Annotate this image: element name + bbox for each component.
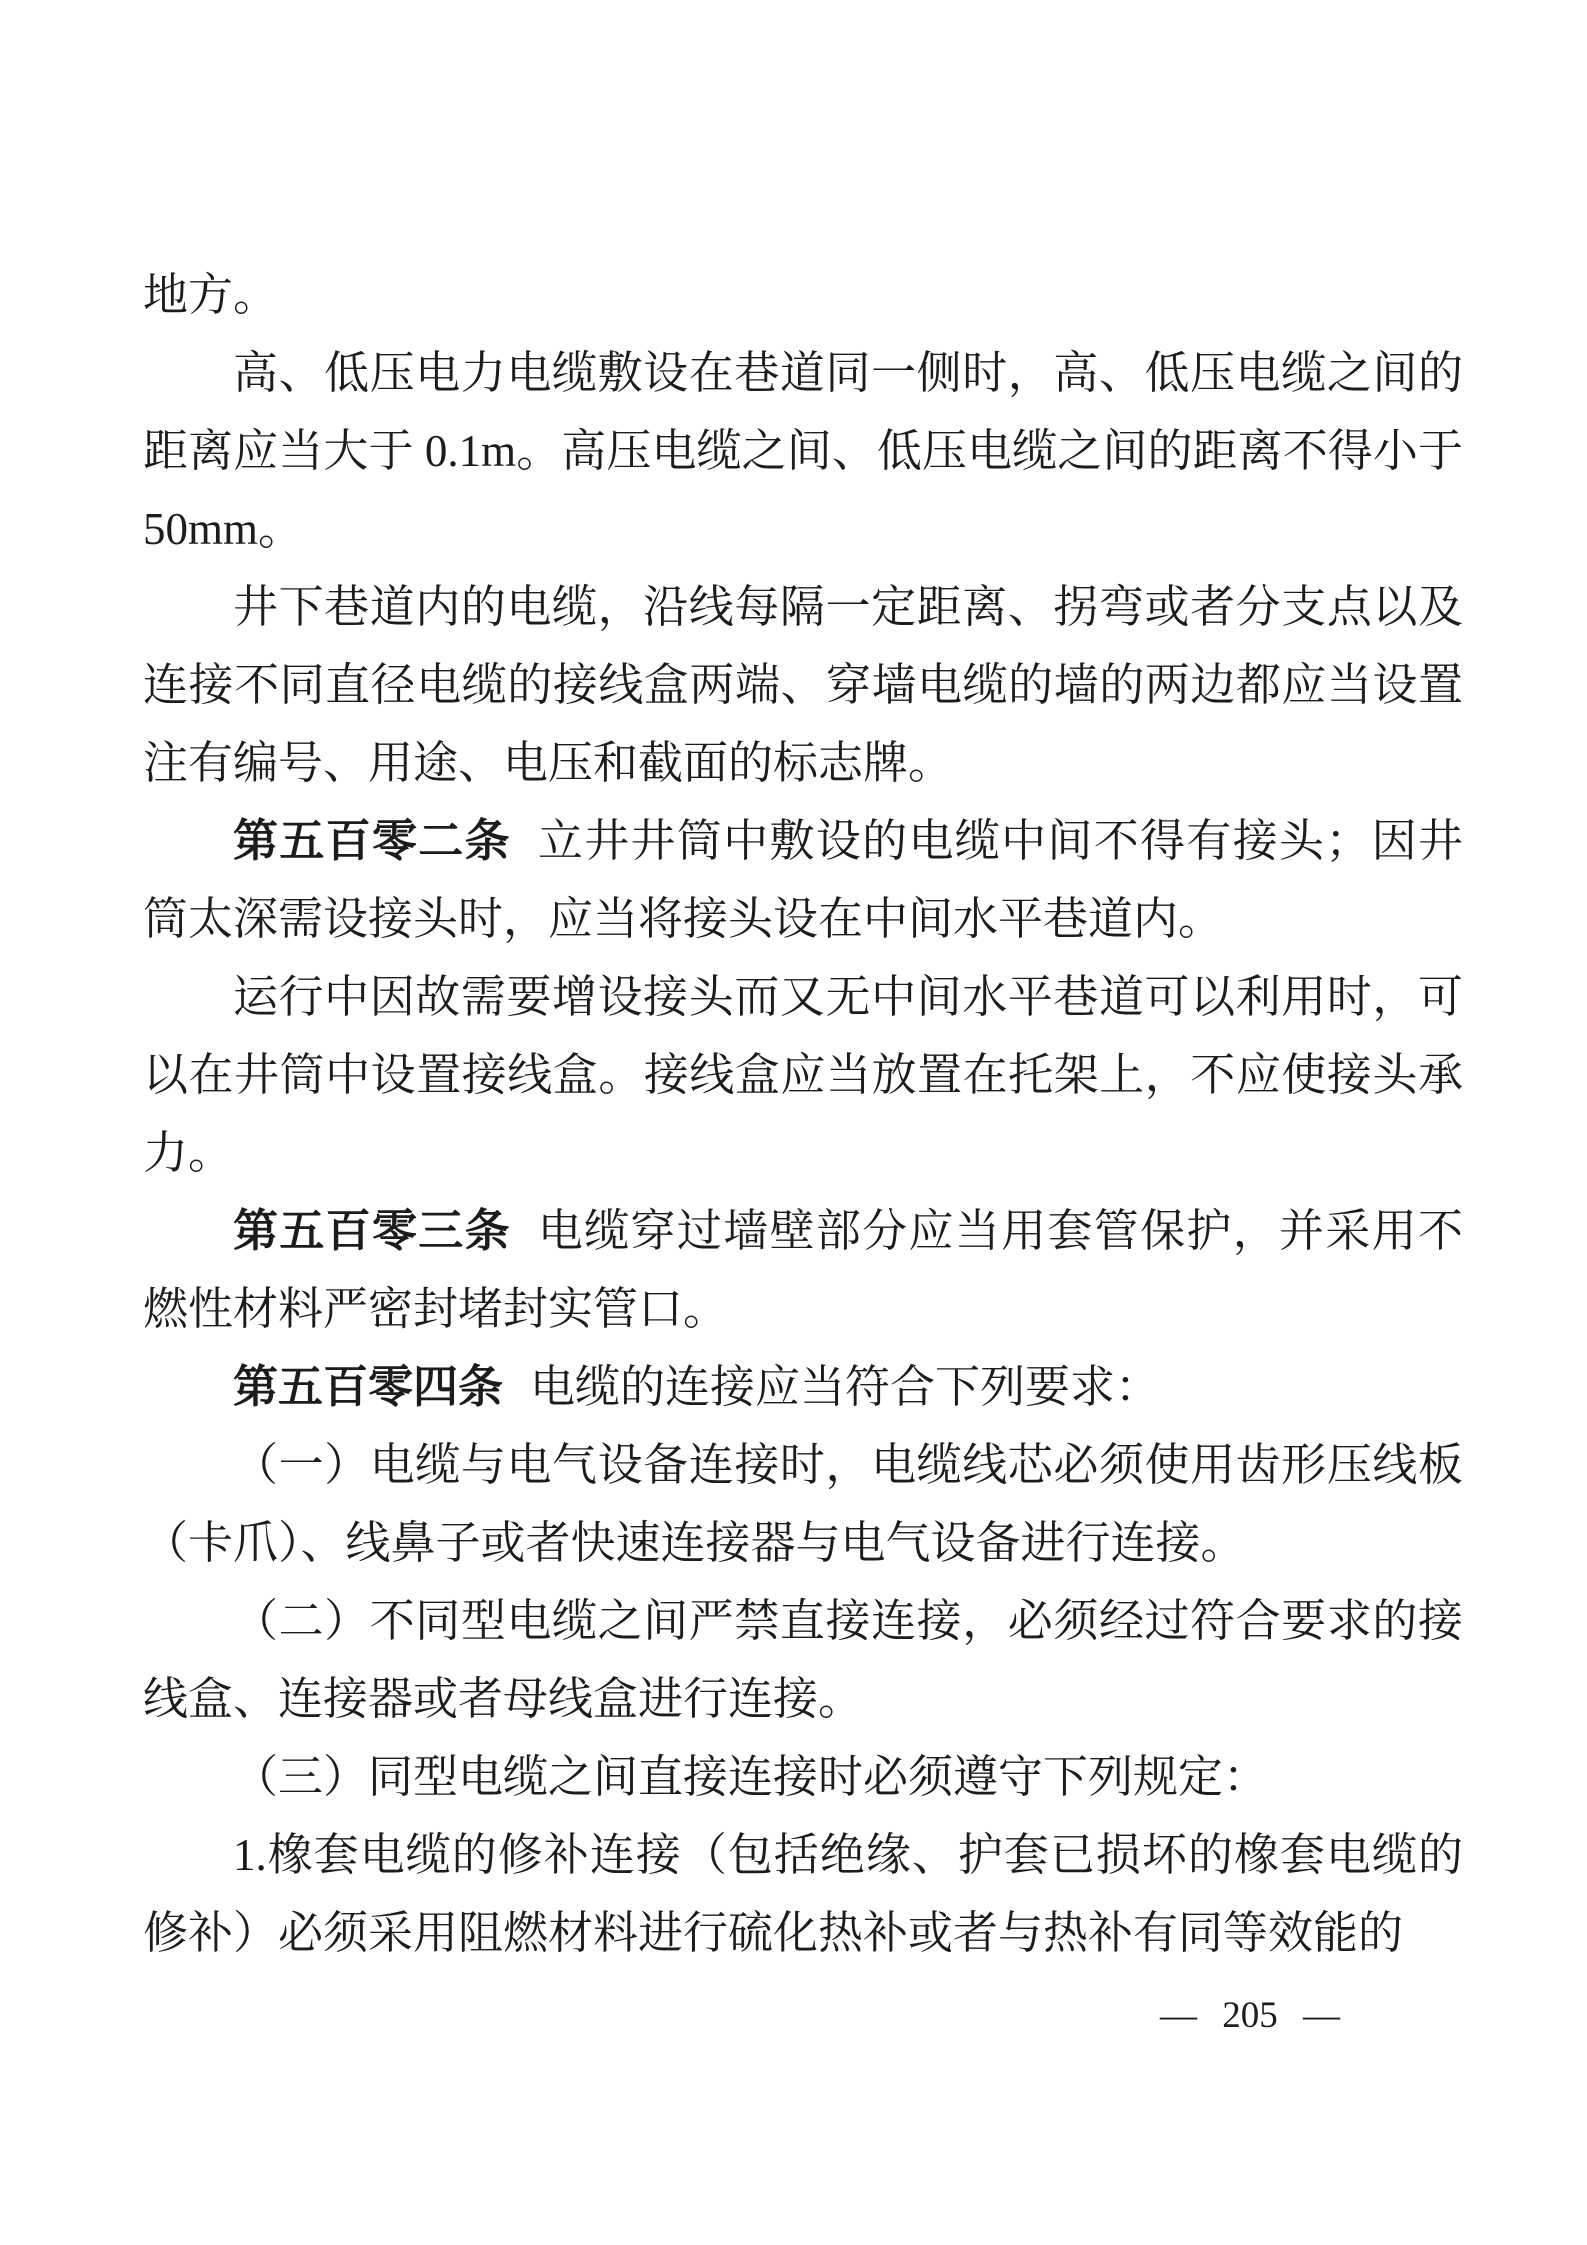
article-503-text: 电缆穿过墙壁部分应当用套管保护，并采用不燃性材料严密封堵封实管口。 [143, 1206, 1463, 1334]
paragraph-article-504 [143, 1348, 1463, 1426]
paragraph-item-2: （二）不同型电缆之间严禁直接连接，必须经过符合要求的接线盒、连接器或者母线盒进行连接。 [143, 1596, 1463, 1724]
article-504-heading: 第五百零四条 [233, 1361, 504, 1412]
article-502-text: 立井井筒中敷设的电缆中间不得有接头；因井筒太深需设接头时，应当将接头设在中间水平巷道内。 [143, 816, 1463, 944]
article-502-heading: 第五百零二条 [233, 815, 511, 866]
paragraph-article-502 [143, 802, 1463, 958]
paragraph-subitem-1: 1.橡套电缆的修补连接（包括绝缘、护套已损坏的橡套电缆的修补）必须采用阻燃材料进行硫化热补或者与热补有同等效能的 [143, 1830, 1463, 1958]
paragraph-item-1: （一）电缆与电气设备连接时，电缆线芯必须使用齿形压线板（卡爪）、线鼻子或者快速连接器与电气设备进行连接。 [143, 1440, 1463, 1568]
paragraph-article-503 [143, 1192, 1463, 1348]
paragraph: 井下巷道内的电缆，沿线每隔一定距离、拐弯或者分支点以及连接不同直径电缆的接线盒两端、穿墙电缆的墙的两边都应当设置注有编号、用途、电压和截面的标志牌。 [143, 582, 1463, 788]
text-block [143, 256, 1463, 1972]
paragraph: 高、低压电力电缆敷设在巷道同一侧时，高、低压电缆之间的距离应当大于 0.1m。高压电缆之间、低压电缆之间的距离不得小于 50mm。 [143, 348, 1463, 554]
page-number: — 205 — [1160, 1995, 1340, 2036]
paragraph-item-3: （三）同型电缆之间直接连接时必须遵守下列规定： [233, 1752, 1269, 1802]
article-503-heading: 第五百零三条 [233, 1205, 511, 1256]
paragraph-continuation: 地方。 [143, 270, 279, 320]
article-504-text: 电缆的连接应当符合下列要求： [530, 1362, 1161, 1412]
paragraph: 运行中因故需要增设接头而又无中间水平巷道可以利用时，可以在井筒中设置接线盒。接线盒应当放置在托架上，不应使接头承力。 [143, 972, 1463, 1178]
